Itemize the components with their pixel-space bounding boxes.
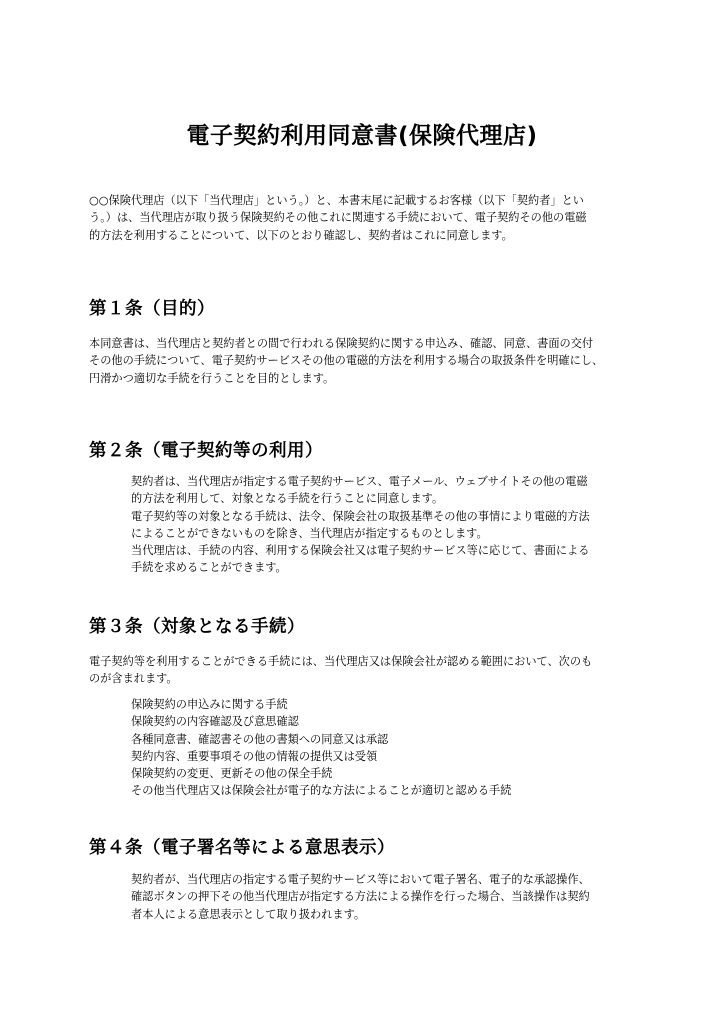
article-4-heading: 第４条（電子署名等による意思表示）	[89, 838, 395, 858]
article-3-heading: 第３条（対象となる手続）	[89, 617, 305, 637]
document-title: 電子契約利用同意書(保険代理店)	[186, 123, 538, 149]
article-3-list	[131, 696, 511, 800]
list-item: 当代理店は、手続の内容、利用する保険会社又は電子契約サービス等に応じて、書面による 手続を求めることができます。	[131, 544, 590, 575]
list-item: 保険契約の内容確認及び意思確認	[131, 715, 299, 729]
article-4-body: 契約者が、当代理店の指定する電子契約サービス等において電子署名、電子的な承認操作、 確認ボタンの押下その他当代理店が指定する方法による操作を行った場合、当該操作は契約 者本人による意思表示として取り扱われます。	[131, 873, 590, 921]
list-item: 保険契約の変更、更新その他の保全手続	[131, 767, 333, 781]
article-1-heading: 第１条（目的）	[89, 299, 215, 319]
article-2-list	[131, 473, 590, 577]
list-item: 保険契約の申込みに関する手続	[131, 698, 288, 711]
list-item: 各種同意書、確認書その他の書類への同意又は承認	[131, 732, 389, 746]
intro-paragraph: ○○保険代理店（以下「当代理店」という。）と、本書末尾に記載するお客様（以下「契約者」とい う。）は、当代理店が取り扱う保険契約その他これに関連する手続において、電子契約その他の電磁 的方法を利用することについて、以下のとおり確認し、契約者はこれに同意します。	[89, 194, 587, 242]
list-item: 電子契約等の対象となる手続は、法令、保険会社の取扱基準その他の事情により電磁的方法 によることができないものを除き、当代理店が指定するものとします。	[131, 509, 590, 540]
article-2-heading: 第２条（電子契約等の利用）	[89, 441, 323, 461]
article-3-body: 電子契約等を利用することができる手続には、当代理店又は保険会社が認める範囲において、次のも のが含まれます。	[89, 655, 593, 686]
list-item: 契約者は、当代理店が指定する電子契約サービス、電子メール、ウェブサイトその他の電磁 的方法を利用して、対象となる手続を行うことに同意します。	[131, 475, 588, 506]
list-item: 契約内容、重要事項その他の情報の提供又は受領	[131, 749, 378, 763]
article-1-body: 本同意書は、当代理店と契約者との間で行われる保険契約に関する申込み、確認、同意、書面の交付 その他の手続について、電子契約サービスその他の電磁的方法を利用する場合の取扱条件を明確にし、 円滑かつ適切な手続を行うことを目的とします。	[89, 337, 604, 385]
list-item: その他当代理店又は保険会社が電子的な方法によることが適切と認める手続	[131, 784, 512, 798]
